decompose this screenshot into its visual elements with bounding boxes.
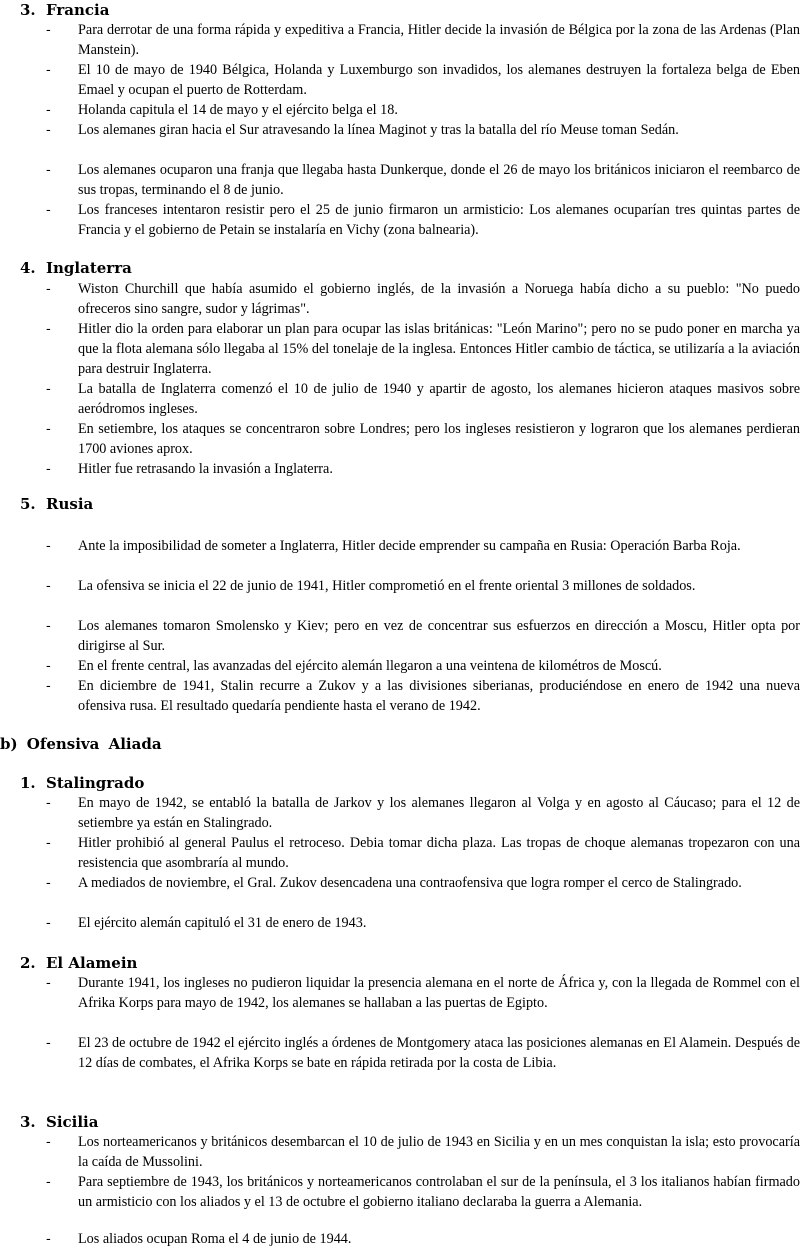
bullet-dash: - <box>46 62 51 78</box>
bullet-dash: - <box>46 281 51 297</box>
list-item: - Ante la imposibilidad de someter a Inglaterra, Hitler decide emprender su campaña en Rusia: Operación Barba Roja. <box>46 538 741 554</box>
list-item: - La batalla de Inglaterra comenzó el 10 de julio de 1940 y apartir de agosto, los alemanes hicieron ataques masivos sobre aeródromos ingleses. <box>46 381 800 417</box>
section-heading-inglaterra: 4. Inglaterra <box>20 259 132 277</box>
list-item: - En diciembre de 1941, Stalin recurre a Zukov y a las divisiones siberianas, produciéndose en enero de 1942 una nueva ofensiva rusa. El resultado quedaría pendiente hasta el verano de 1942. <box>46 678 800 714</box>
bullet-dash: - <box>46 102 51 118</box>
list-item: - Los alemanes giran hacia el Sur atravesando la línea Maginot y tras la batalla del río Meuse toman Sedán. <box>46 122 679 138</box>
list-item: - Hitler fue retrasando la invasión a Inglaterra. <box>46 461 333 477</box>
list-item: - A mediados de noviembre, el Gral. Zukov desencadena una contraofensiva que logra romper el cerco de Stalingrado. <box>46 875 742 891</box>
bullet-dash: - <box>46 122 51 138</box>
section-heading-rusia: 5. Rusia <box>20 495 94 513</box>
bullet-dash: - <box>46 538 51 554</box>
list-item: - Hitler prohibió al general Paulus el retroceso. Debia tomar dicha plaza. Las tropas de choque alemanas tropezaron con una resistencia que asombraría al mundo. <box>46 835 800 871</box>
section-heading-sicilia: 3. Sicilia <box>20 1113 99 1131</box>
list-item: - Los franceses intentaron resistir pero el 25 de junio firmaron un armisticio: Los alemanes ocuparían tres quintas partes de Francia y el gobierno de Petain se instalaría en Vichy (zona balnearia). <box>46 202 800 238</box>
list-item: - Hitler dio la orden para elaborar un plan para ocupar las islas británicas: "León Marino"; pero no se pudo poner en marcha ya que la flota alemana sólo llegaba al 15% del tonelaje de la inglesa. Entonces Hitler cambio de táctica, se utilizaría a la aviación para destruir Inglaterra. <box>46 321 800 377</box>
list-item: - Holanda capitula el 14 de mayo y el ejército belga el 18. <box>46 102 398 118</box>
bullet-dash: - <box>46 421 51 437</box>
bullet-dash: - <box>46 381 51 397</box>
list-item: - Los norteamericanos y británicos desembarcan el 10 de julio de 1943 en Sicilia y en un mes conquistan la isla; esto provocaría la caída de Mussolini. <box>46 1134 800 1170</box>
section-heading-el-alamein: 2. El Alamein <box>20 954 138 972</box>
section-heading-francia: 3. Francia <box>20 1 110 19</box>
bullet-dash: - <box>46 1134 51 1150</box>
list-item: - La ofensiva se inicia el 22 de junio de 1941, Hitler comprometió en el frente oriental 3 millones de soldados. <box>46 578 696 594</box>
bullet-dash: - <box>46 162 51 178</box>
bullet-dash: - <box>46 835 51 851</box>
bullet-dash: - <box>46 1231 51 1247</box>
list-item: - Wiston Churchill que había asumido el gobierno inglés, de la invasión a Noruega había dicho a su pueblo: "No puedo ofreceros sino sangre, sudor y lágrimas". <box>46 281 800 317</box>
list-item: - Los aliados ocupan Roma el 4 de junio de 1944. <box>46 1231 352 1247</box>
part-heading-ofensiva-aliada: b) Ofensiva Aliada <box>0 735 162 753</box>
list-item: - En setiembre, los ataques se concentraron sobre Londres; pero los ingleses resistieron y lograron que los alemanes perdieran 1700 aviones aprox. <box>46 421 800 457</box>
list-item: - El 10 de mayo de 1940 Bélgica, Holanda y Luxemburgo son invadidos, los alemanes destruyen la fortaleza belga de Eben Emael y ocupan el puerto de Rotterdam. <box>46 62 800 98</box>
section-heading-stalingrado: 1. Stalingrado <box>20 774 145 792</box>
list-item: - En el frente central, las avanzadas del ejército alemán llegaron a una veintena de kilométros de Moscú. <box>46 658 662 674</box>
bullet-dash: - <box>46 795 51 811</box>
list-item: - Los alemanes tomaron Smolensko y Kiev; pero en vez de concentrar sus esfuerzos en dirección a Moscu, Hitler opta por dirigirse al Sur. <box>46 618 800 654</box>
bullet-dash: - <box>46 22 51 38</box>
list-item: - Durante 1941, los ingleses no pudieron liquidar la presencia alemana en el norte de África y, con la llegada de Rommel con el Afrika Korps para mayo de 1942, los alemanes se hallaban a las puertas de Egipto. <box>46 975 800 1011</box>
bullet-dash: - <box>46 1174 51 1190</box>
bullet-dash: - <box>46 618 51 634</box>
list-item: - Para septiembre de 1943, los británicos y norteamericanos controlaban el sur de la península, el 3 los italianos habían firmado un armisticio con los aliados y el 13 de octubre el gobierno italiano declaraba la guerra a Alemania. <box>46 1174 800 1210</box>
list-item: - Los alemanes ocuparon una franja que llegaba hasta Dunkerque, donde el 26 de mayo los británicos iniciaron el reembarco de sus tropas, terminando el 8 de junio. <box>46 162 800 198</box>
bullet-dash: - <box>46 915 51 931</box>
bullet-dash: - <box>46 875 51 891</box>
bullet-dash: - <box>46 1035 51 1051</box>
list-item: - En mayo de 1942, se entabló la batalla de Jarkov y los alemanes llegaron al Volga y en agosto al Cáucaso; para el 12 de setiembre ya están en Stalingrado. <box>46 795 800 831</box>
bullet-dash: - <box>46 658 51 674</box>
bullet-dash: - <box>46 461 51 477</box>
bullet-dash: - <box>46 975 51 991</box>
bullet-dash: - <box>46 202 51 218</box>
list-item: - El ejército alemán capituló el 31 de enero de 1943. <box>46 915 367 931</box>
list-item: - El 23 de octubre de 1942 el ejército inglés a órdenes de Montgomery ataca las posiciones alemanas en El Alamein. Después de 12 días de combates, el Afrika Korps se bate en rápida retirada por la costa de Libia. <box>46 1035 800 1071</box>
list-item: - Para derrotar de una forma rápida y expeditiva a Francia, Hitler decide la invasión de Bélgica por la zona de las Ardenas (Plan Manstein). <box>46 22 800 58</box>
bullet-dash: - <box>46 321 51 337</box>
bullet-dash: - <box>46 578 51 594</box>
bullet-dash: - <box>46 678 51 694</box>
